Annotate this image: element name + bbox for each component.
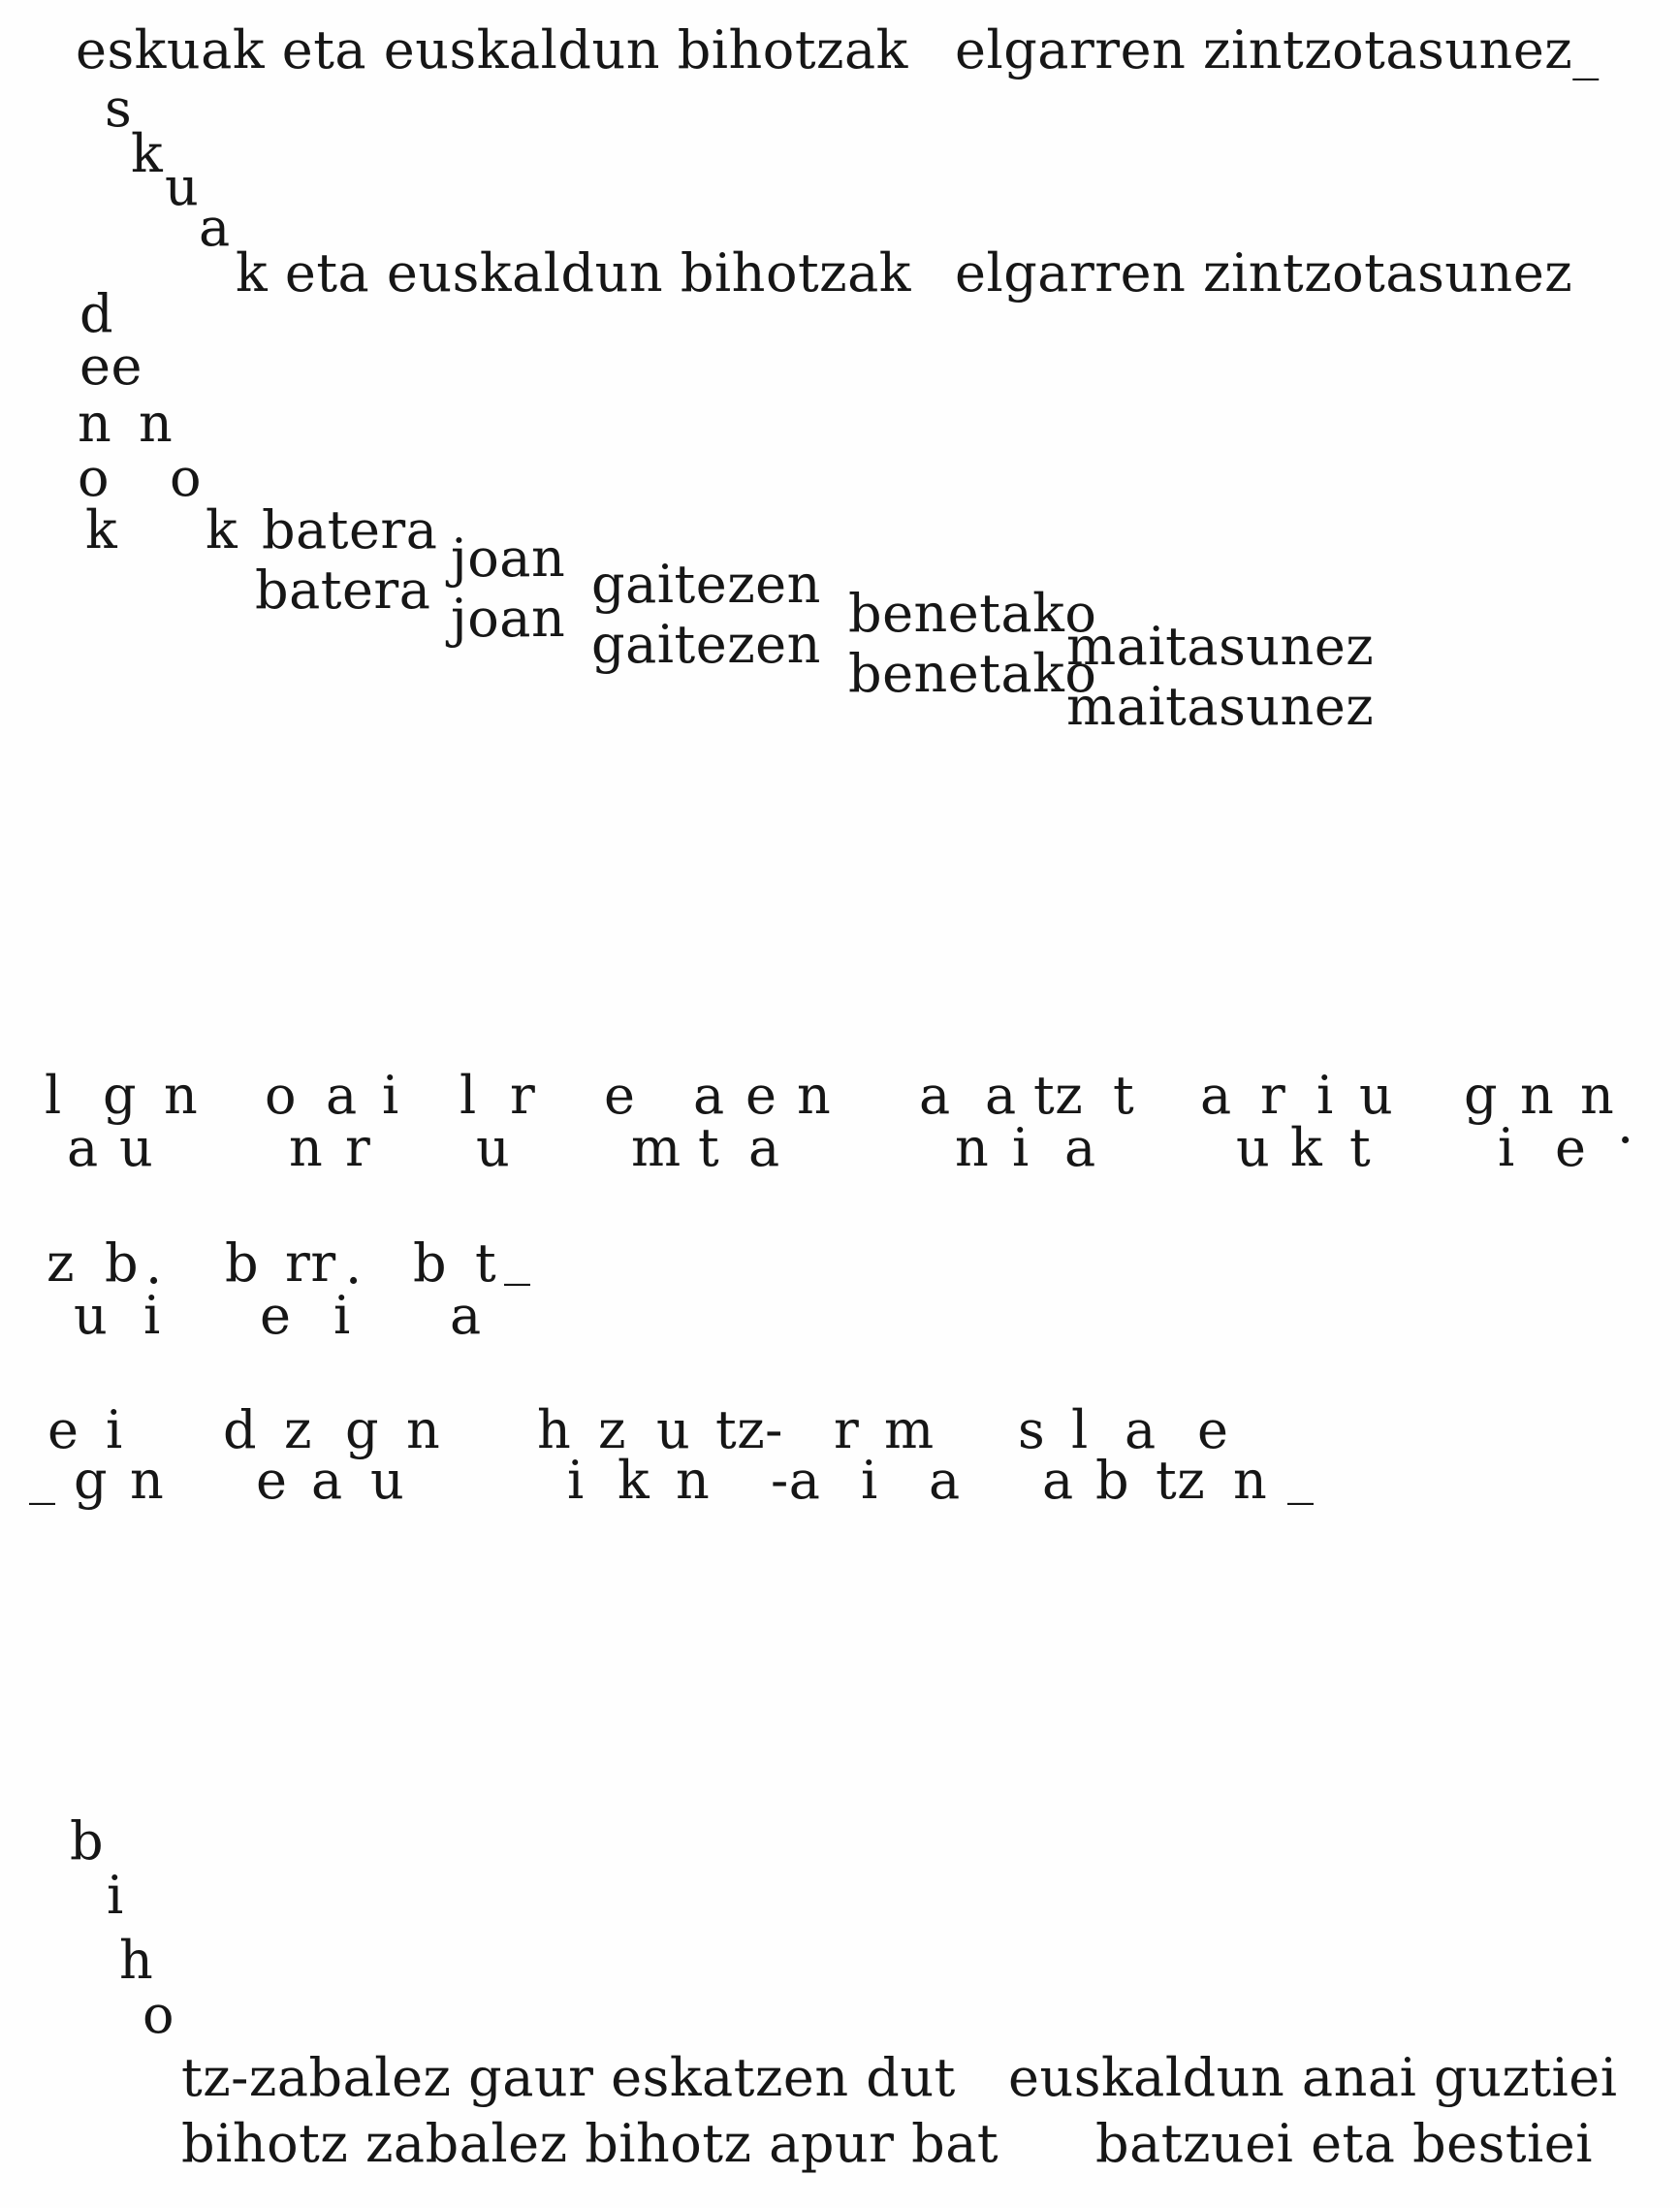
scatter-letter: u	[74, 1285, 109, 1346]
scatter-letter: i	[143, 1285, 161, 1346]
poem-line-top-1-right: elgarren zintzotasunez_	[955, 19, 1600, 80]
poem-line-bottom-2-right: batzuei eta bestiei	[1095, 2113, 1594, 2174]
scatter-letter: rr	[285, 1232, 336, 1294]
scatter-letter: i	[333, 1285, 351, 1346]
scatter-letter: g	[345, 1399, 380, 1460]
scatter-letter: h	[537, 1399, 572, 1460]
scatter-letter: u	[370, 1450, 405, 1511]
poem-word: batera	[262, 499, 438, 560]
scatter-letter: t	[1113, 1065, 1135, 1126]
scatter-letter: g	[103, 1065, 138, 1126]
scatter-letter: u	[1236, 1117, 1271, 1178]
scatter-letter: n	[1233, 1450, 1268, 1511]
poem-line-bottom-1-left: tz-zabalez gaur eskatzen dut	[181, 2047, 956, 2108]
scatter-letter: i	[106, 1399, 123, 1460]
scatter-letter: a	[326, 1065, 358, 1126]
poem-word: maitasunez	[1066, 616, 1375, 677]
scatter-letter: n	[955, 1117, 990, 1178]
scatter-letter: e	[745, 1065, 777, 1126]
scatter-letter: z	[284, 1399, 312, 1460]
scatter-letter: e	[1197, 1399, 1229, 1460]
poem-word: batera	[255, 560, 431, 621]
scatter-letter: g	[74, 1450, 109, 1511]
scatter-letter: r	[345, 1117, 371, 1178]
poem-word: benetako	[848, 583, 1097, 644]
scatter-letter: e	[604, 1065, 636, 1126]
scatter-letter: o	[265, 1065, 298, 1126]
scatter-letter: z	[47, 1232, 75, 1294]
scatter-letter: n	[797, 1065, 832, 1126]
scatter-letter: a	[919, 1065, 951, 1126]
scatter-letter: n	[289, 1117, 324, 1178]
scatter-letter: a	[67, 1117, 99, 1178]
poem-word: benetako	[848, 643, 1097, 704]
scatter-letter: a	[450, 1285, 482, 1346]
scatter-letter: g	[1464, 1065, 1499, 1126]
poem-line-bottom-2-left: bihotz zabalez bihotz apur bat	[181, 2113, 999, 2174]
punctuation-dash: _	[29, 1444, 56, 1505]
punctuation-dot: .	[145, 1234, 163, 1296]
scatter-letter: tz-	[715, 1399, 783, 1460]
scatter-letter: u	[165, 156, 200, 217]
scatter-letter: k	[618, 1450, 650, 1511]
scatter-letter: a	[748, 1117, 780, 1178]
poem-word: gaitezen	[591, 554, 821, 615]
scatter-letter: k	[206, 499, 238, 560]
scatter-letter: o	[170, 447, 203, 508]
scatter-letter: tz	[1156, 1450, 1206, 1511]
scatter-letter: b	[105, 1232, 140, 1294]
scatter-letter: k	[85, 499, 118, 560]
scatter-letter: ee	[79, 336, 143, 397]
scatter-letter: t	[698, 1117, 720, 1178]
scatter-letter: a	[1064, 1117, 1096, 1178]
punctuation-dot: .	[1617, 1094, 1634, 1155]
scatter-letter: s	[1018, 1399, 1046, 1460]
punctuation-dot: .	[345, 1234, 363, 1296]
scatter-letter: e	[1555, 1117, 1587, 1178]
scatter-letter: n	[78, 393, 112, 454]
scatter-letter: r	[834, 1399, 860, 1460]
poem-word: gaitezen	[591, 614, 821, 675]
scatter-letter: k	[1290, 1117, 1323, 1178]
scatter-letter: d	[79, 283, 114, 344]
scatter-letter: r	[1260, 1065, 1286, 1126]
poem-line-top-2-left: k eta euskaldun bihotzak	[236, 242, 912, 304]
scatter-letter: d	[223, 1399, 258, 1460]
scatter-letter: b	[70, 1810, 105, 1872]
scatter-letter: i	[861, 1450, 878, 1511]
scatter-letter: m	[884, 1399, 935, 1460]
scatter-letter: u	[476, 1117, 511, 1178]
scatter-letter: o	[143, 1984, 175, 2045]
poem-line-top-1-left: eskuak eta euskaldun bihotzak	[76, 19, 908, 80]
scatter-letter: r	[510, 1065, 536, 1126]
scatter-letter: a	[1042, 1450, 1074, 1511]
scatter-letter: n	[406, 1399, 441, 1460]
scatter-letter: m	[631, 1117, 682, 1178]
scatter-letter: b	[225, 1232, 260, 1294]
poem-word: joan	[451, 528, 566, 589]
scatter-letter: l	[460, 1065, 477, 1126]
scatter-letter: i	[1012, 1117, 1030, 1178]
scatter-letter: a	[199, 197, 231, 258]
poem-word: joan	[451, 588, 566, 649]
scatter-letter: n	[1520, 1065, 1555, 1126]
scatter-letter: b	[413, 1232, 448, 1294]
scatter-letter: -a	[771, 1450, 821, 1511]
scatter-letter: n	[139, 393, 174, 454]
scatter-letter: i	[567, 1450, 585, 1511]
scatter-letter: n	[1580, 1065, 1615, 1126]
scatter-letter: n	[676, 1450, 711, 1511]
scatter-letter: k	[131, 123, 164, 184]
poem-line-top-2-right: elgarren zintzotasunez	[955, 242, 1573, 304]
scatter-letter: a	[1125, 1399, 1157, 1460]
scatter-letter: a	[929, 1450, 961, 1511]
scatter-letter: b	[1095, 1450, 1130, 1511]
scatter-letter: i	[107, 1865, 124, 1926]
punctuation-dash: _	[504, 1225, 531, 1286]
scatter-letter: a	[311, 1450, 343, 1511]
scatter-letter: tz	[1033, 1065, 1084, 1126]
scatter-letter: o	[78, 447, 111, 508]
scatter-letter: l	[45, 1065, 62, 1126]
scatter-letter: l	[1071, 1399, 1089, 1460]
scatter-letter: u	[119, 1117, 154, 1178]
scatter-letter: i	[382, 1065, 399, 1126]
scatter-letter: i	[1316, 1065, 1334, 1126]
scatter-letter: u	[1359, 1065, 1394, 1126]
scatter-letter: t	[1349, 1117, 1372, 1178]
scatter-letter: t	[475, 1232, 497, 1294]
scatter-letter: n	[164, 1065, 199, 1126]
scatter-letter: n	[130, 1450, 165, 1511]
poem-line-bottom-1-right: euskaldun anai guztiei	[1008, 2047, 1618, 2108]
scatter-letter: a	[1200, 1065, 1232, 1126]
scatter-letter: s	[105, 78, 133, 139]
scatter-letter: u	[656, 1399, 691, 1460]
poem-word: maitasunez	[1066, 676, 1375, 737]
scatter-letter: z	[598, 1399, 626, 1460]
scatter-letter: i	[1498, 1117, 1515, 1178]
scatter-letter: e	[260, 1285, 292, 1346]
scatter-letter: h	[119, 1930, 154, 1991]
scatter-letter: a	[693, 1065, 725, 1126]
punctuation-dash: _	[1287, 1444, 1315, 1505]
scatter-letter: e	[256, 1450, 288, 1511]
scatter-letter: a	[985, 1065, 1017, 1126]
scatter-letter: e	[48, 1399, 79, 1460]
